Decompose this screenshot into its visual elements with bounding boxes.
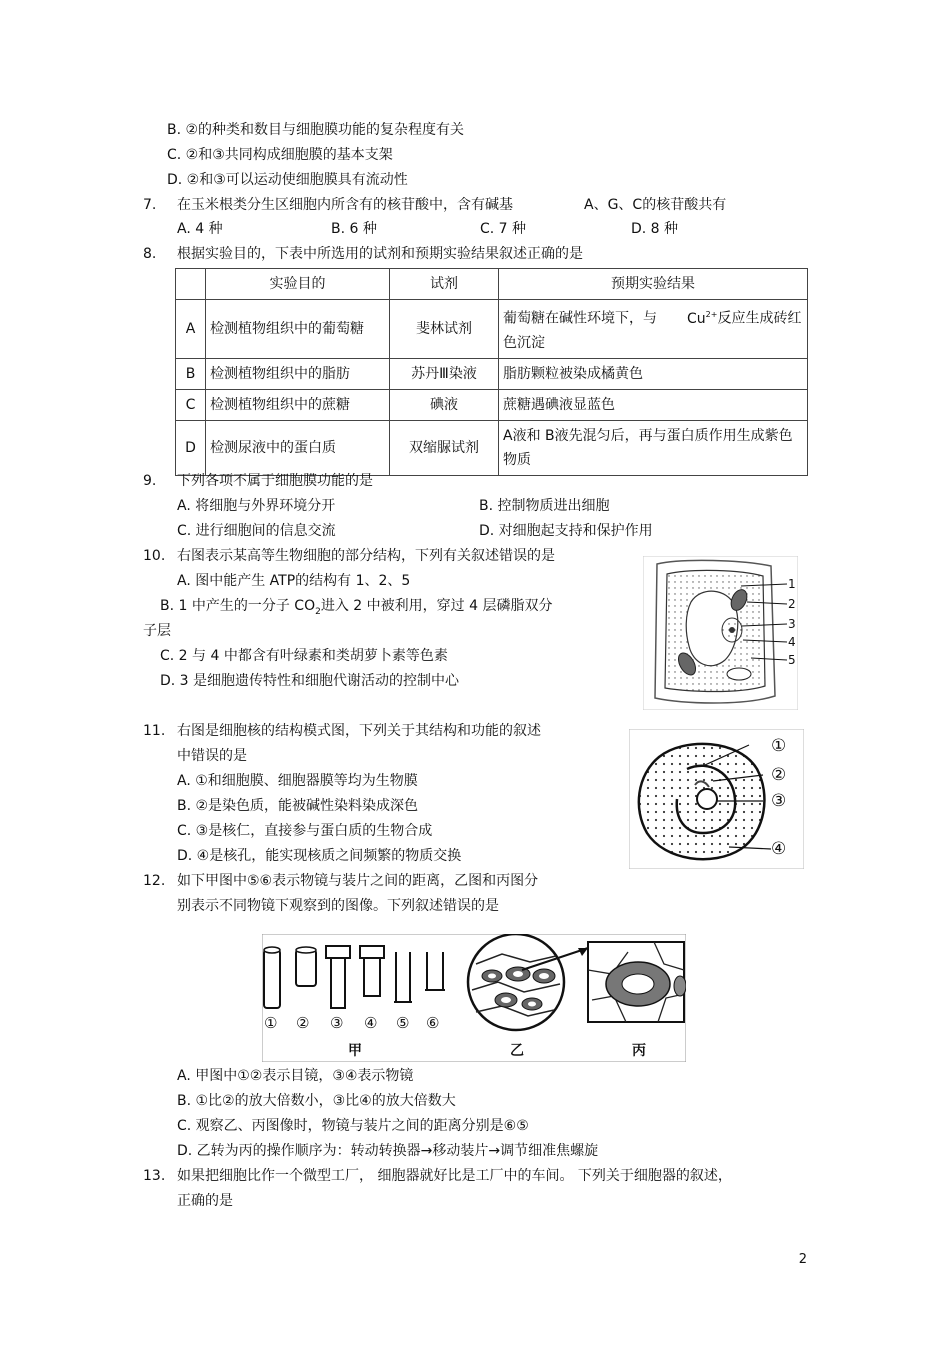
q13-stem-line1: 如果把细胞比作一个微型工厂， 细胞器就好比是工厂中的车间。 下列关于细胞器的叙述，: [177, 1168, 732, 1184]
q11-option-d: D. ④是核孔，能实现核质之间频繁的物质交换: [177, 848, 462, 864]
table-row: [176, 300, 808, 359]
table-row: [176, 420, 808, 475]
q12-option-a: A. 甲图中①②表示目镜，③④表示物镜: [177, 1068, 414, 1084]
q10-stem: 右图表示某高等生物细胞的部分结构，下列有关叙述错误的是: [177, 548, 555, 564]
q9-option-d: D. 对细胞起支持和保护作用: [479, 523, 653, 539]
cell-label-2: 2: [788, 597, 796, 611]
microscope-diagram: [262, 934, 686, 1062]
copper-ion: Cu: [687, 310, 706, 327]
page-number: 2: [798, 1252, 807, 1267]
row-result: [499, 300, 808, 359]
lens-label-4: ④: [364, 1014, 378, 1032]
q10-option-b: [160, 597, 552, 621]
co2-subscript: 2: [315, 606, 321, 617]
q10-option-b-cont: 子层: [143, 623, 171, 639]
lens-label-1: ①: [264, 1014, 278, 1032]
copper-charge: 2+: [705, 310, 718, 319]
row-reagent: 碘液: [390, 389, 499, 420]
table-header-row: [176, 269, 808, 300]
header-result: 预期实验结果: [499, 269, 808, 300]
q9-stem: 下列各项不属于细胞膜功能的是: [177, 473, 373, 489]
q9-option-c: C. 进行细胞间的信息交流: [177, 523, 336, 539]
q7-option-a: A. 4 种: [177, 221, 223, 237]
q9-option-b: B. 控制物质进出细胞: [479, 498, 610, 514]
q10-option-d: D. 3 是细胞遗传特性和细胞代谢活动的控制中心: [160, 673, 460, 689]
lens-label-3: ③: [330, 1014, 344, 1032]
q8-stem: 根据实验目的，下表中所选用的试剂和预期实验结果叙述正确的是: [177, 246, 583, 262]
q12-option-b: B. ①比②的放大倍数小，③比④的放大倍数大: [177, 1093, 456, 1109]
q11-option-c: C. ③是核仁，直接参与蛋白质的生物合成: [177, 823, 433, 839]
q8-number: 8.: [143, 246, 157, 262]
plant-cell-figure: [643, 556, 798, 710]
q10-option-a: A. 图中能产生 ATP的结构有 1、2、5: [177, 573, 411, 589]
q7-stem-b: A、G、C的核苷酸共有: [584, 197, 727, 213]
cell-label-4: 4: [788, 635, 796, 649]
row-result-part-b: 反应生成砖红色沉淀: [503, 310, 802, 351]
table-row: [176, 389, 808, 420]
q12-number: 12.: [143, 873, 166, 889]
q6-option-b: B. ②的种类和数目与细胞膜功能的复杂程度有关: [167, 122, 465, 138]
caption-yi: 乙: [510, 1043, 524, 1059]
row-purpose: 检测植物组织中的蔗糖: [206, 389, 390, 420]
nucleus-label-3: ③: [771, 791, 787, 811]
q12-option-d: D. 乙转为丙的操作顺序为：转动转换器→移动装片→调节细准焦螺旋: [177, 1143, 599, 1159]
lens-label-2: ②: [296, 1014, 310, 1032]
row-purpose: 检测植物组织中的脂肪: [206, 358, 390, 389]
q11-stem-line2: 中错误的是: [177, 748, 247, 764]
experiment-table: [175, 268, 808, 476]
cell-label-5: 5: [788, 653, 796, 667]
plant-cell-diagram: [643, 556, 798, 710]
row-key: A: [176, 300, 206, 359]
q12-stem-line2: 别表示不同物镜下观察到的图像。下列叙述错误的是: [177, 898, 499, 914]
table-corner-cell: [176, 269, 206, 300]
row-purpose: 检测植物组织中的葡萄糖: [206, 300, 390, 359]
row-key: B: [176, 358, 206, 389]
row-reagent: 苏丹Ⅲ染液: [390, 358, 499, 389]
q7-stem-a: 在玉米根类分生区细胞内所含有的核苷酸中，含有碱基: [177, 197, 513, 213]
q10-option-c: C. 2 与 4 中都含有叶绿素和类胡萝卜素等色素: [160, 648, 448, 664]
nucleus-figure: [629, 729, 804, 869]
q6-option-d: D. ②和③可以运动使细胞膜具有流动性: [167, 172, 408, 188]
q10-option-b-part2: 进入 2 中被利用，穿过 4 层磷脂双分: [320, 598, 553, 614]
row-result: A液和 B液先混匀后，再与蛋白质作用生成紫色物质: [499, 420, 808, 475]
distance-label-5: ⑤: [396, 1014, 410, 1032]
header-reagent: 试剂: [390, 269, 499, 300]
cell-label-3: 3: [788, 617, 796, 631]
q11-stem-line1: 右图是细胞核的结构模式图，下列关于其结构和功能的叙述: [177, 723, 541, 739]
q10-option-b-part1: B. 1 中产生的一分子 CO: [160, 598, 316, 614]
nucleus-label-4: ④: [771, 839, 787, 859]
q10-number: 10.: [143, 548, 166, 564]
row-purpose: 检测尿液中的蛋白质: [206, 420, 390, 475]
row-result: 蔗糖遇碘液显蓝色: [499, 389, 808, 420]
q7-number: 7.: [143, 197, 157, 213]
q6-option-c: C. ②和③共同构成细胞膜的基本支架: [167, 147, 393, 163]
header-purpose: 实验目的: [206, 269, 390, 300]
caption-jia: 甲: [348, 1043, 362, 1059]
nucleus-label-1: ①: [771, 736, 787, 756]
table-row: [176, 358, 808, 389]
q9-option-a: A. 将细胞与外界环境分开: [177, 498, 336, 514]
q7-option-d: D. 8 种: [631, 221, 679, 237]
nucleus-label-2: ②: [771, 765, 787, 785]
row-reagent: 斐林试剂: [390, 300, 499, 359]
q11-option-b: B. ②是染色质，能被碱性染料染成深色: [177, 798, 419, 814]
row-reagent: 双缩脲试剂: [390, 420, 499, 475]
row-key: C: [176, 389, 206, 420]
q13-stem-line2: 正确的是: [177, 1193, 233, 1209]
q13-number: 13.: [143, 1168, 166, 1184]
row-key: D: [176, 420, 206, 475]
caption-bing: 丙: [632, 1043, 646, 1059]
distance-label-6: ⑥: [426, 1014, 440, 1032]
q9-number: 9.: [143, 473, 157, 489]
q7-option-b: B. 6 种: [331, 221, 377, 237]
q12-stem-line1: 如下甲图中⑤⑥表示物镜与装片之间的距离，乙图和丙图分: [177, 873, 539, 889]
microscope-figure: [262, 934, 686, 1062]
row-result-part-a: 葡萄糖在碱性环境下，与: [503, 310, 657, 327]
row-result: 脂肪颗粒被染成橘黄色: [499, 358, 808, 389]
q11-option-a: A. ①和细胞膜、细胞器膜等均为生物膜: [177, 773, 418, 789]
q12-option-c: C. 观察乙、丙图像时，物镜与装片之间的距离分别是⑥⑤: [177, 1118, 529, 1134]
q11-number: 11.: [143, 723, 166, 739]
q7-option-c: C. 7 种: [480, 221, 527, 237]
cell-label-1: 1: [788, 577, 796, 591]
